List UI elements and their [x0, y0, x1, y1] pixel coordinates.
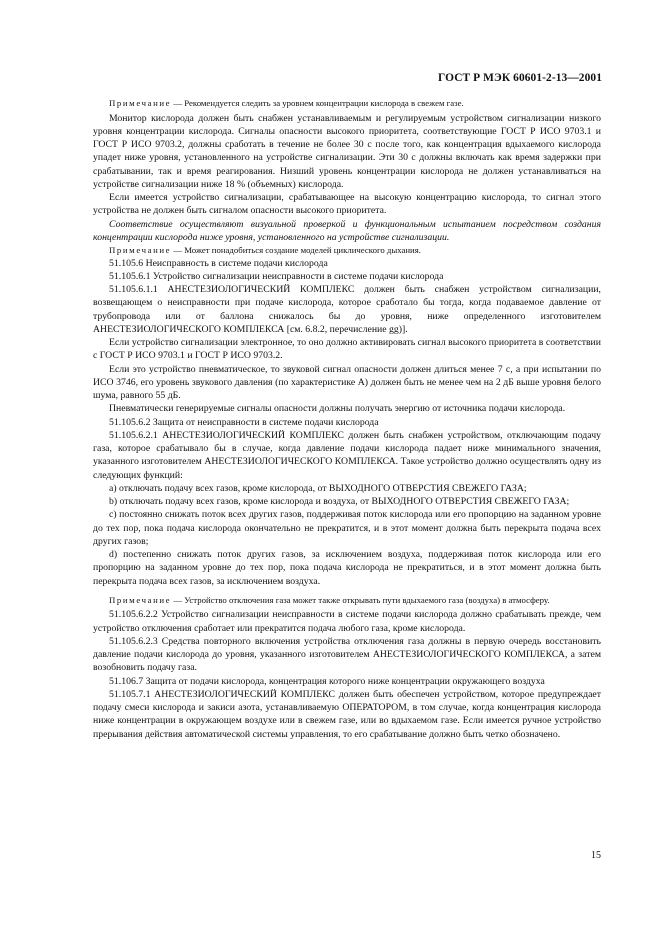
paragraph: Монитор кислорода должен быть снабжен устанавливаемым и регулируемым устройством сигнализации низкого уровня концентрации кислорода. Сигналы опасности высокого приоритета, соответствующие ГОСТ Р ИСО 9703.1 и ГОСТ Р ИСО 9703.2, должны сработать в течение не более 30 с после того, как концентрация вдыхаемого кислорода упадет ниже уровня, установленного на устройстве сигнализации. Эти 30 с должны включать как время задержки при срабатывании, так и время реагирования. Низший уровень концентрации кислорода не должен устанавливаться на устройстве сигнализации ниже 18 % (объемных) кислорода.	[93, 112, 601, 190]
paragraph: Если имеется устройство сигнализации, срабатывающее на высокую концентрацию кислорода, то сигнал этого устройства не должен быть сигналом опасности высокого приоритета.	[93, 192, 601, 217]
note-paragraph: Примечание — Рекомендуется следить за уровнем концентрации кислорода в свежем газе.	[109, 98, 464, 108]
list-item: d) постепенно снижать поток других газов, за исключением воздуха, поддерживая поток кислорода или его пропорцию на заданном уровне до тех пор, пока подача кислорода не прекратиться, и в этот момент должна быть перекрыта подача всех газов, за исключением воздуха.	[93, 549, 601, 587]
paragraph: 51.105.6.2.1 АНЕСТЕЗИОЛОГИЧЕСКИЙ КОМПЛЕКС должен быть снабжен устройством, отключающим подачу газа, которое срабатывало бы в случае, когда давление подачи кислорода падает ниже минимального значения, указанного изготовителем АНЕСТЕЗИОЛОГИЧЕСКОГО КОМПЛЕКСА. Такое устройство должно осуществлять одну из следующих функций:	[93, 429, 601, 481]
paragraph: Если это устройство пневматическое, то звуковой сигнал опасности должен длиться менее 7 с, а при испытании по ИСО 3746, его уровень звукового давления (по характеристике А) должен быть не менее чем на 2 дБ выше уровня белого шума, равного 55 дБ.	[93, 363, 601, 401]
list-item: а) отключать подачу всех газов, кроме кислорода, от ВЫХОДНОГО ОТВЕРСТИЯ СВЕЖЕГО ГАЗА;	[109, 482, 527, 494]
note-label: Примечание	[109, 594, 172, 605]
document-header: ГОСТ Р МЭК 60601-2-13—2001	[438, 72, 602, 84]
section-heading: 51.106.7 Защита от подачи кислорода, концентрация которого ниже концентрации окружающего воздуха	[109, 675, 545, 687]
note-label: Примечание	[109, 245, 172, 255]
list-item: c) постоянно снижать поток всех других газов, поддерживая поток кислорода или его пропорцию на заданном уровне до тех пор, пока подача кислорода окончательно не прекратится, и в этот момент должна быть перекрыта подача всех других газов;	[93, 509, 601, 547]
section-heading: 51.105.6.1 Устройство сигнализации неисправности в системе подачи кислорода	[109, 270, 444, 282]
paragraph: Пневматически генерируемые сигналы опасности должны получать энергию от источника подачи кислорода.	[109, 403, 566, 415]
page-number: 15	[591, 850, 601, 861]
list-item: b) отключать подачу всех газов, кроме кислорода и воздуха, от ВЫХОДНОГО ОТВЕРСТИЯ СВЕЖЕГО ГАЗА;	[109, 496, 570, 507]
document-body	[93, 97, 601, 741]
paragraph: Если устройство сигнализации электронное, то оно должно активировать сигнал высокого приоритета в соответствии с ГОСТ Р ИСО 9703.1 и ГОСТ Р ИСО 9703.2.	[93, 337, 601, 362]
section-heading: 51.105.6 Неисправность в системе подачи кислорода	[109, 257, 328, 269]
paragraph: 51.105.6.1.1 АНЕСТЕЗИОЛОГИЧЕСКИЙ КОМПЛЕКС должен быть снабжен устройством сигнализации, возвещающем о неисправности при подаче кислорода, которое сработало бы тогда, когда подаваемое давление от трубопровода или от баллона снижалось бы до уровня, ниже определенного изготовителем АНЕСТЕЗИОЛОГИЧЕСКОГО КОМПЛЕКСА [см. 6.8.2, перечисление gg)].	[93, 284, 601, 335]
note-label: Примечание	[109, 98, 172, 108]
paragraph: 51.105.7.1 АНЕСТЕЗИОЛОГИЧЕСКИЙ КОМПЛЕКС должен быть обеспечен устройством, которое предупреждает подачу смеси кислорода и закиси азота, устанавливаемую ОПЕРАТОРОМ, в том случае, когда концентрация кислорода ниже концентрации в окружающем воздухе или в свежем газе, или во вдыхаемом газе. Если имеется ручное устройство прерывания действия автоматической системы управления, то его срабатывание должно быть четко обозначено.	[93, 688, 601, 740]
note-paragraph: Примечание — Может понадобиться создание моделей циклического дыхания.	[109, 245, 421, 255]
paragraph: 51.105.6.2.3 Средства повторного включения устройства отключения газа должны в первую очередь восстановить давление подачи кислорода до уровня, указанного изготовителем АНЕСТЕЗИОЛОГИЧЕСКОГО КОМПЛЕКСА, а затем возобновить подачу газа.	[93, 635, 601, 674]
paragraph: 51.105.6.2.2 Устройство сигнализации неисправности в системе подачи кислорода должно срабатывать прежде, чем устройство отключения сработает или прекратится подача любого газа, кроме кислорода.	[93, 609, 601, 634]
compliance-paragraph: Соответствие осуществляют визуальной проверкой и функциональным испытанием посредством создания концентрации кислорода ниже уровня, установленного на устройстве сигнализации.	[93, 218, 601, 243]
note-paragraph: Примечание — Устройство отключения газа может также открывать пути вдыхаемого газа (воздуха) в атмосферу.	[109, 594, 550, 605]
section-heading: 51.105.6.2 Защита от неисправности в системе подачи кислорода	[109, 416, 379, 428]
